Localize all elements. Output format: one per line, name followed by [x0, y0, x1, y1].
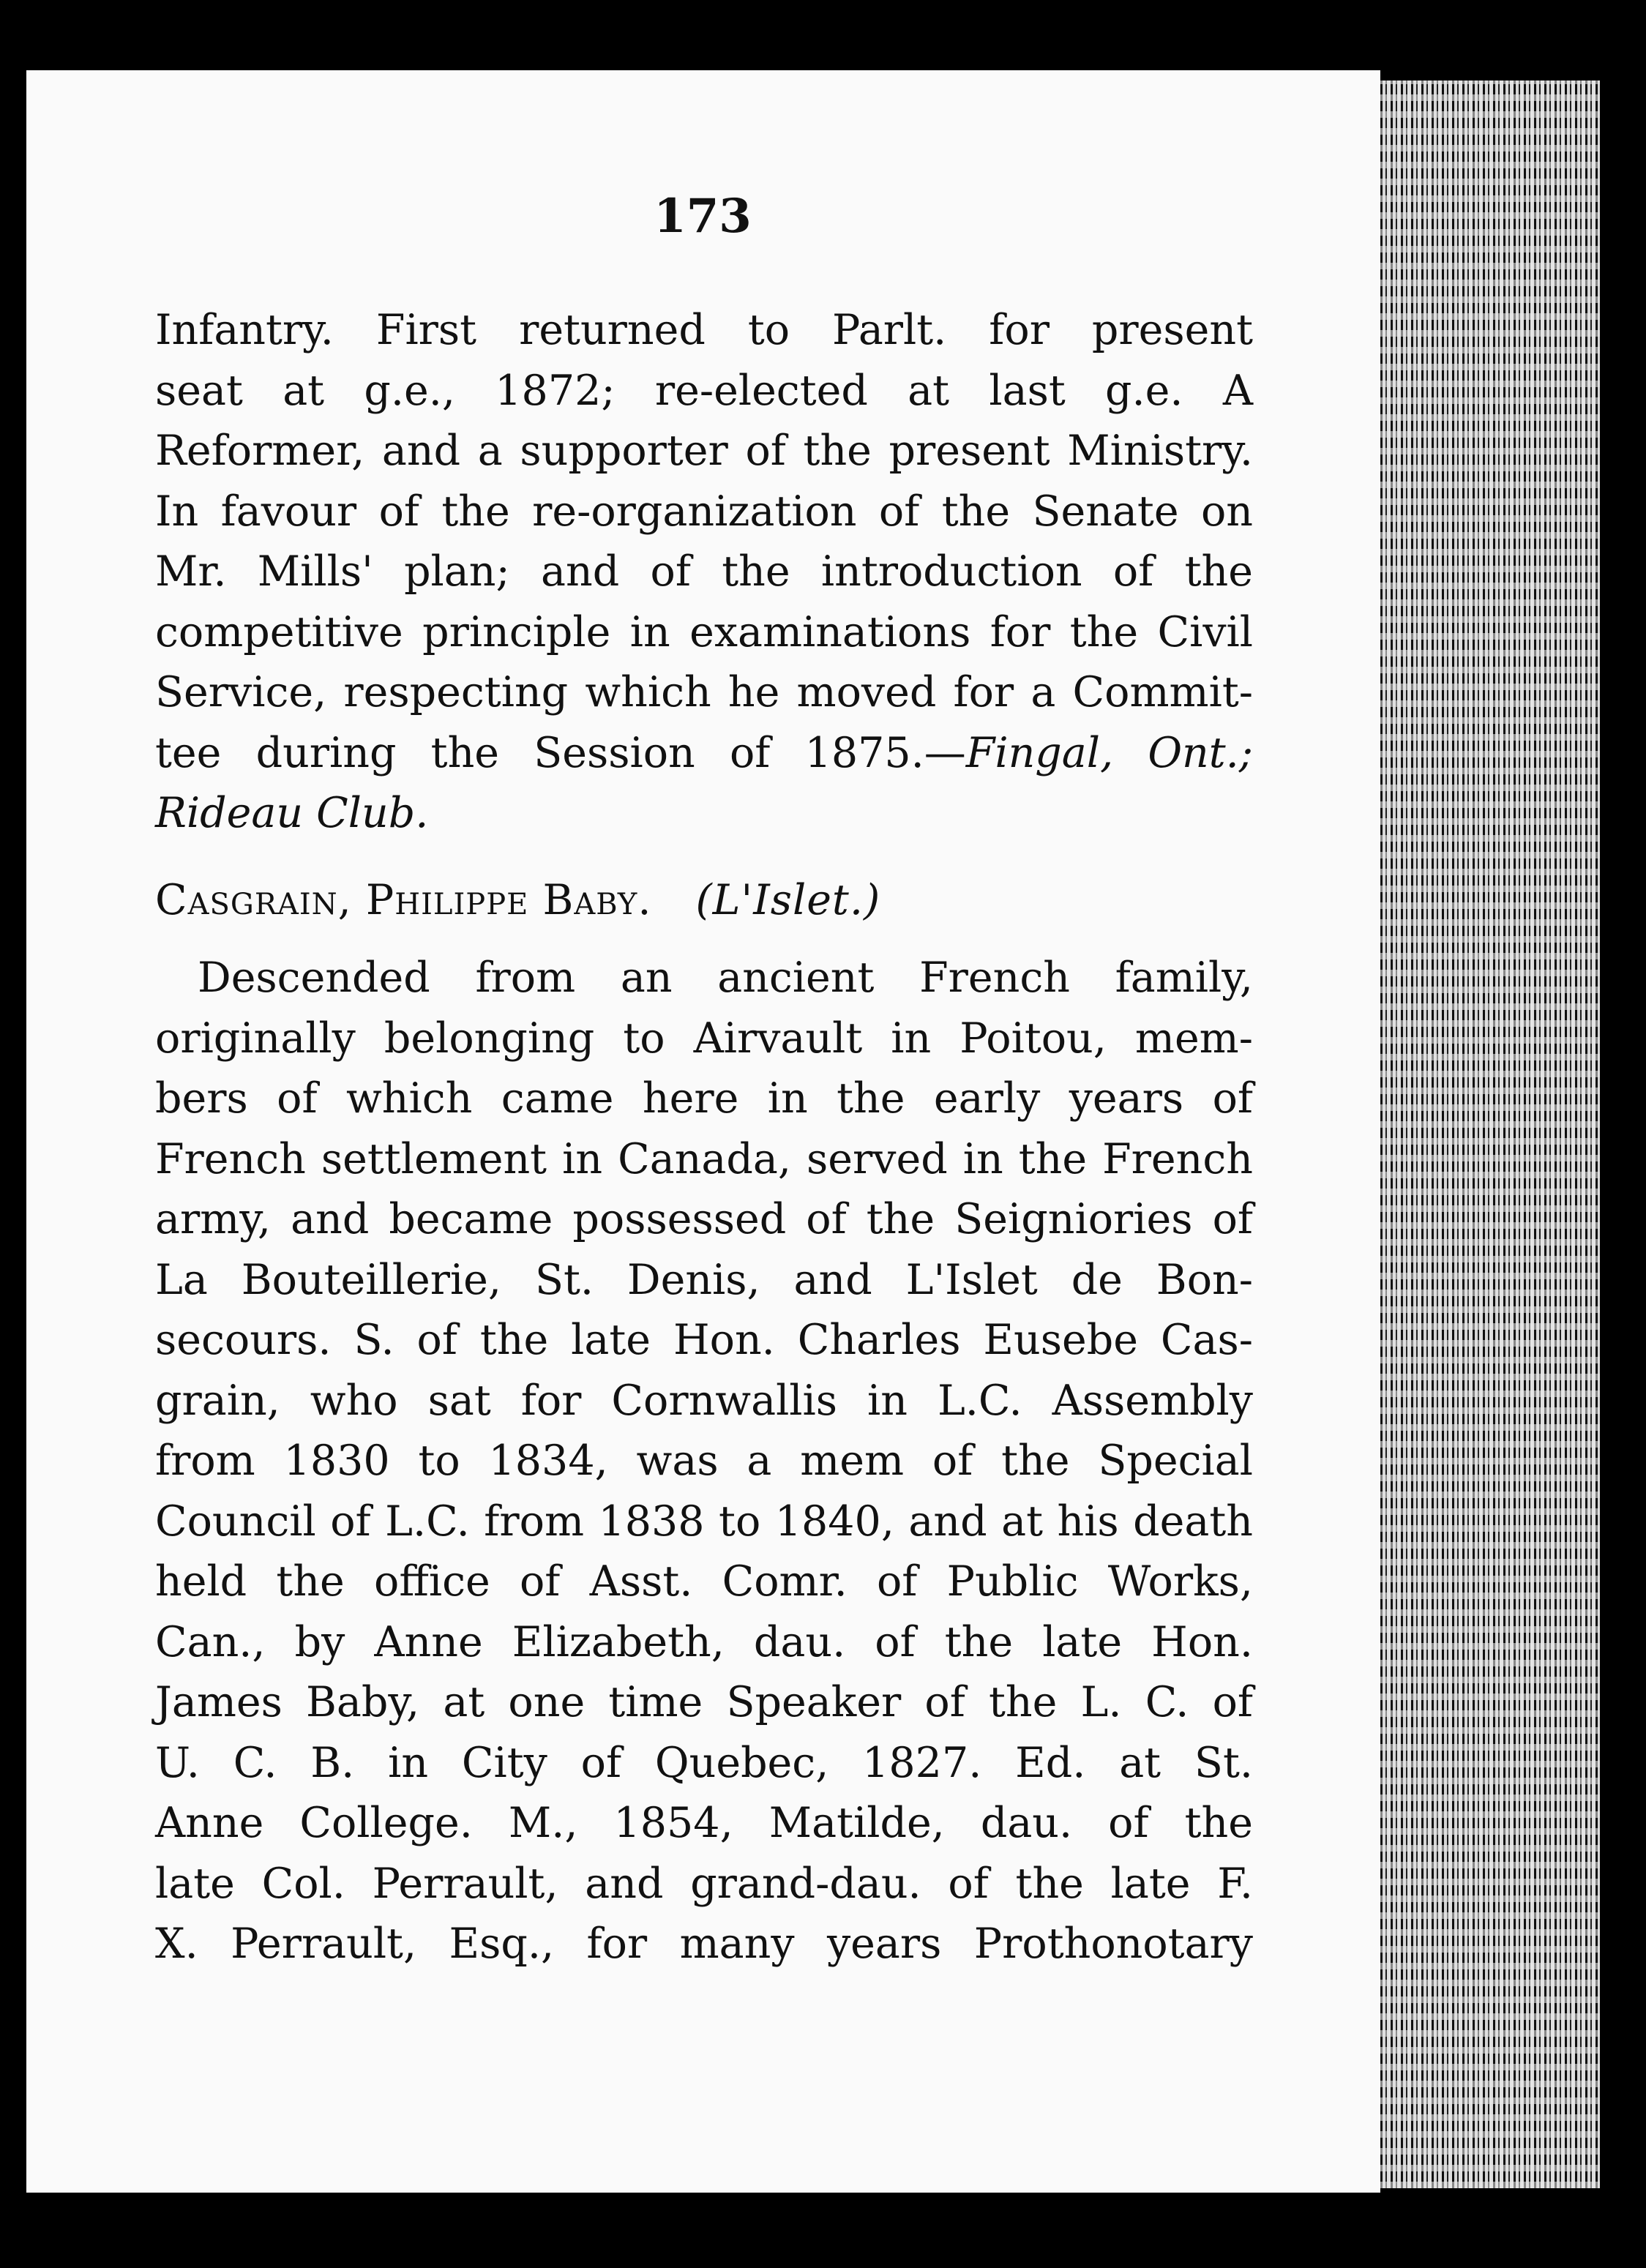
text-line: Service, respecting which he moved for a Commit-: [155, 668, 1253, 716]
page-body: [155, 300, 1253, 1975]
text-line: secours. S. of the late Hon. Charles Eusebe Cas-: [155, 1316, 1253, 1364]
text-line: held the office of Asst. Comr. of Public Works,: [155, 1557, 1253, 1606]
text-line: Mr. Mills' plan; and of the introduction of the: [155, 547, 1253, 596]
club-italic: Rideau Club.: [155, 789, 429, 837]
text-line: originally belonging to Airvault in Poitou, mem-: [155, 1014, 1253, 1063]
text-line: La Bouteillerie, St. Denis, and L'Islet de Bon-: [155, 1255, 1253, 1304]
entry-heading: [155, 870, 1253, 931]
page-number: 173: [654, 189, 752, 244]
text-line: Reformer, and a supporter of the present Ministry.: [155, 427, 1253, 475]
text-line: James Baby, at one time Speaker of the L. C. of: [155, 1678, 1253, 1726]
text-line: from 1830 to 1834, was a mem of the Special: [155, 1437, 1253, 1485]
page-edge-texture: [1380, 81, 1600, 2188]
text-line: Anne College. M., 1854, Matilde, dau. of the: [155, 1799, 1253, 1847]
text-line: bers of which came here in the early years of: [155, 1074, 1253, 1123]
text-line: seat at g.e., 1872; re-elected at last g.e. A: [155, 366, 1253, 415]
text-line: Infantry. First returned to Parlt. for present: [155, 306, 1253, 354]
paragraph-continuation: [155, 300, 1253, 844]
text-line: X. Perrault, Esq., for many years Prothonotary: [155, 1920, 1253, 1968]
entry-riding: (L'Islet.): [695, 875, 881, 924]
entry-name: Casgrain, Philippe Baby.: [155, 875, 652, 924]
text-line: U. C. B. in City of Quebec, 1827. Ed. at St.: [155, 1738, 1253, 1787]
text-line-roman: tee during the Session of 1875.—: [155, 728, 966, 777]
text-line: Descended from an ancient French family,: [198, 954, 1253, 1002]
text-line: late Col. Perrault, and grand-dau. of the late F.: [155, 1859, 1253, 1908]
text-line: Council of L.C. from 1838 to 1840, and at his death: [155, 1497, 1253, 1546]
text-line: French settlement in Canada, served in the French: [155, 1134, 1253, 1183]
text-line: army, and became possessed of the Seigniories of: [155, 1195, 1253, 1243]
text-line: competitive principle in examinations for the Civil: [155, 607, 1253, 656]
text-line: grain, who sat for Cornwallis in L.C. Assembly: [155, 1376, 1253, 1425]
paragraph-biography: [155, 948, 1253, 1975]
text-line-mixed: [155, 723, 1253, 784]
residence-italic: Fingal, Ont.;: [965, 728, 1253, 777]
text-line: Can., by Anne Elizabeth, dau. of the late Hon.: [155, 1617, 1253, 1666]
text-line: In favour of the re-organization of the Senate on: [155, 487, 1253, 536]
